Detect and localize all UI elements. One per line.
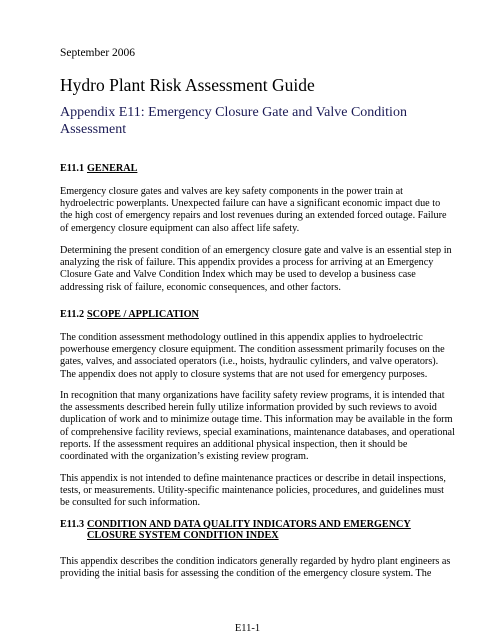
section-number: E11.2 [60,309,85,320]
paragraph-line: Emergency closure gates and valves are key safety components in the power train at [60,186,403,197]
document-date: September 2006 [60,47,136,59]
paragraph-line: hydroelectric powerplants. Unexpected failure can have a significant economic impact due to [60,198,441,210]
section-number: E11.3 [60,519,85,530]
paragraph-line: analyzing the risk of failure. This appendix provides a process for arriving at an Emergency [60,257,434,269]
paragraph-line: duplication of work and to minimize outage time. This information may be available in the form [60,414,453,426]
paragraph-line: powerhouse emergency closure equipment. The condition assessment primarily focuses on the [60,344,445,356]
paragraph-line: of comprehensive facility reviews, special examinations, maintenance databases, and operational [60,426,455,438]
paragraph [60,332,445,381]
paragraph-line: of emergency closure equipment can also affect life safety. [60,222,300,234]
paragraph-line: Closure Gate and Valve Condition Index which may be used to develop a business case [60,269,416,281]
paragraph-line: This appendix describes the condition indicators generally regarded by hydro plant engineers as [60,556,451,567]
paragraph-line: coordinated with the organization’s existing review program. [60,451,309,463]
section-heading-scope [60,309,199,320]
paragraph-line: the high cost of emergency repairs and lost revenues during an extended forced outage. Failure [60,210,447,222]
section-heading-text: CONDITION AND DATA QUALITY INDICATORS AND EMERGENCY [87,519,411,530]
paragraph [60,390,455,463]
section-heading-text: GENERAL [87,163,138,174]
paragraph-line: Determining the present condition of an emergency closure gate and valve is an essential step in [60,245,452,256]
paragraph-line: be consulted for such information. [60,497,201,509]
appendix-title-line: Appendix E11: Emergency Closure Gate and Valve Condition [60,105,407,120]
paragraph-line: tests, or measurements. Utility-specific maintenance policies, procedures, and guidelines must [60,485,444,497]
section-number: E11.1 [60,163,85,174]
paragraph-line: In recognition that many organizations have facility safety review programs, it is intended that [60,390,445,401]
paragraph-line: reports. If the assessment requires an additional physical inspection, then it should be [60,438,408,450]
paragraph-line: the assessments described herein fully utilize information provided by such reviews to avoid [60,402,437,414]
section-heading-text: CLOSURE SYSTEM CONDITION INDEX [87,530,279,541]
paragraph [60,473,446,510]
paragraph-line: The appendix does not apply to closure systems that are not used for emergency purposes. [60,368,428,380]
document-title: Hydro Plant Risk Assessment Guide [60,75,315,95]
paragraph [60,556,451,580]
paragraph-line: gates, valves, and associated operators (i.e., hoists, hydraulic cylinders, and valve operators). [60,356,439,368]
paragraph [60,186,447,235]
paragraph [60,245,452,294]
paragraph-line: The condition assessment methodology outlined in this appendix applies to hydroelectric [60,332,423,343]
paragraph-line: providing the initial basis for assessing the condition of the emergency closure system. The [60,568,432,580]
section-heading-text: SCOPE / APPLICATION [87,309,199,320]
section-heading-general [60,163,137,174]
page-number: E11-1 [234,623,261,634]
paragraph-line: This appendix is not intended to define maintenance practices or describe in detail inspections, [60,473,446,484]
paragraph-line: addressing risk of failure, economic consequences, and other factors. [60,281,341,293]
section-heading-condition-indicators [60,519,450,541]
appendix-title [60,104,460,138]
appendix-title-line: Assessment [60,122,127,137]
